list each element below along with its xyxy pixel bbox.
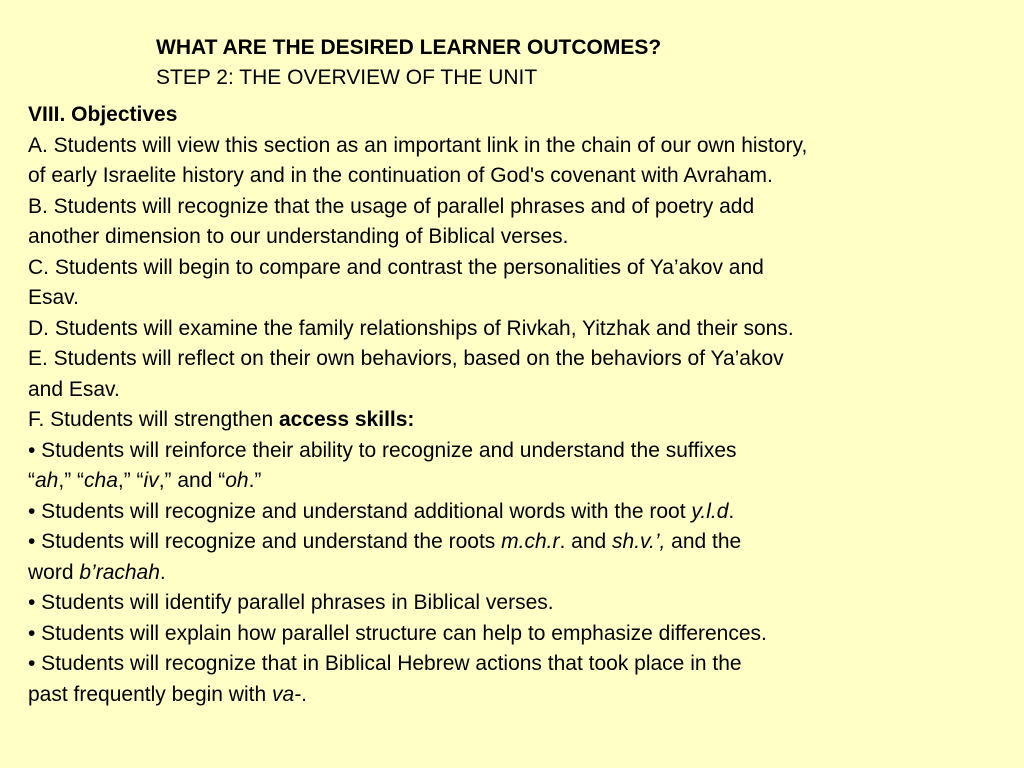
objective-c-line1: C. Students will begin to compare and contrast the personalities of Ya’akov and — [28, 255, 764, 279]
objective-b-line2: another dimension to our understanding of Biblical verses. — [28, 225, 569, 248]
slide-subtitle: STEP 2: THE OVERVIEW OF THE UNIT — [156, 66, 538, 89]
suffix-oh: oh — [225, 469, 249, 492]
skill-past-tense-prefix: past frequently begin with — [28, 682, 272, 706]
suffix-ah: ah — [35, 469, 59, 492]
objective-e-line2: and Esav. — [28, 377, 120, 401]
prefix-va: va- — [271, 682, 302, 706]
objective-d: D. Students will examine the family relationships of Rivkah, Yitzhak and their sons. — [28, 316, 794, 340]
skill-parallel-explain: • Students will explain how parallel structure can help to emphasize differences. — [28, 621, 767, 645]
skill-roots-line1 — [28, 527, 998, 558]
skill-past-tense-line1: • Students will recognize that in Biblical Hebrew actions that took place in the — [28, 652, 742, 675]
skill-past-tense-line2 — [28, 680, 998, 711]
root-mchr: m.ch.r — [501, 530, 560, 553]
skill-roots-line2 — [28, 558, 998, 589]
objective-b-line1: B. Students will recognize that the usage of parallel phrases and of poetry add — [28, 194, 755, 218]
root-shv: sh.v.’, — [612, 530, 666, 553]
skill-root-yld — [28, 497, 998, 528]
objectives-section — [28, 100, 998, 710]
quote: .” — [248, 469, 262, 492]
quote: ,” “ — [58, 469, 85, 492]
skill-roots-end: and the — [665, 530, 742, 553]
slide-header — [156, 33, 661, 93]
skill-roots-mid: . and — [559, 530, 613, 553]
period: . — [728, 499, 735, 523]
slide-title: WHAT ARE THE DESIRED LEARNER OUTCOMES? — [156, 36, 662, 59]
period: . — [301, 682, 308, 706]
objective-f-access-skills: access skills: — [278, 408, 415, 431]
word-brachah: b’rachah — [79, 560, 160, 584]
skill-root-yld-text: • Students will recognize and understand additional words with the root — [28, 499, 692, 523]
objective-a-line2: of early Israelite history and in the continuation of God's covenant with Avraham. — [28, 164, 773, 187]
skill-parallel-identify: • Students will identify parallel phrases in Biblical verses. — [28, 591, 554, 614]
objective-f-prefix: F. Students will strengthen — [28, 408, 279, 431]
period: . — [159, 560, 166, 584]
objective-f — [28, 405, 998, 436]
objective-e-line1: E. Students will reflect on their own behaviors, based on the behaviors of Ya’akov — [28, 347, 784, 370]
objective-c-line2: Esav. — [28, 286, 79, 309]
suffix-cha: cha — [84, 469, 118, 492]
quote: “ — [28, 469, 35, 492]
section-heading: VIII. Objectives — [28, 103, 178, 126]
skill-roots-text: • Students will recognize and understand the roots — [28, 530, 502, 553]
skill-suffixes-line2 — [28, 466, 998, 497]
suffix-iv: iv — [143, 469, 159, 492]
skill-suffixes-line1: • Students will reinforce their ability to recognize and understand the suffixes — [28, 438, 737, 462]
skill-roots-line2-prefix: word — [28, 560, 80, 584]
objective-a-line1: A. Students will view this section as an important link in the chain of our own history, — [28, 133, 808, 157]
quote: ,” “ — [117, 469, 144, 492]
root-yld: y.l.d — [691, 499, 729, 523]
quote: ,” and “ — [158, 469, 226, 492]
